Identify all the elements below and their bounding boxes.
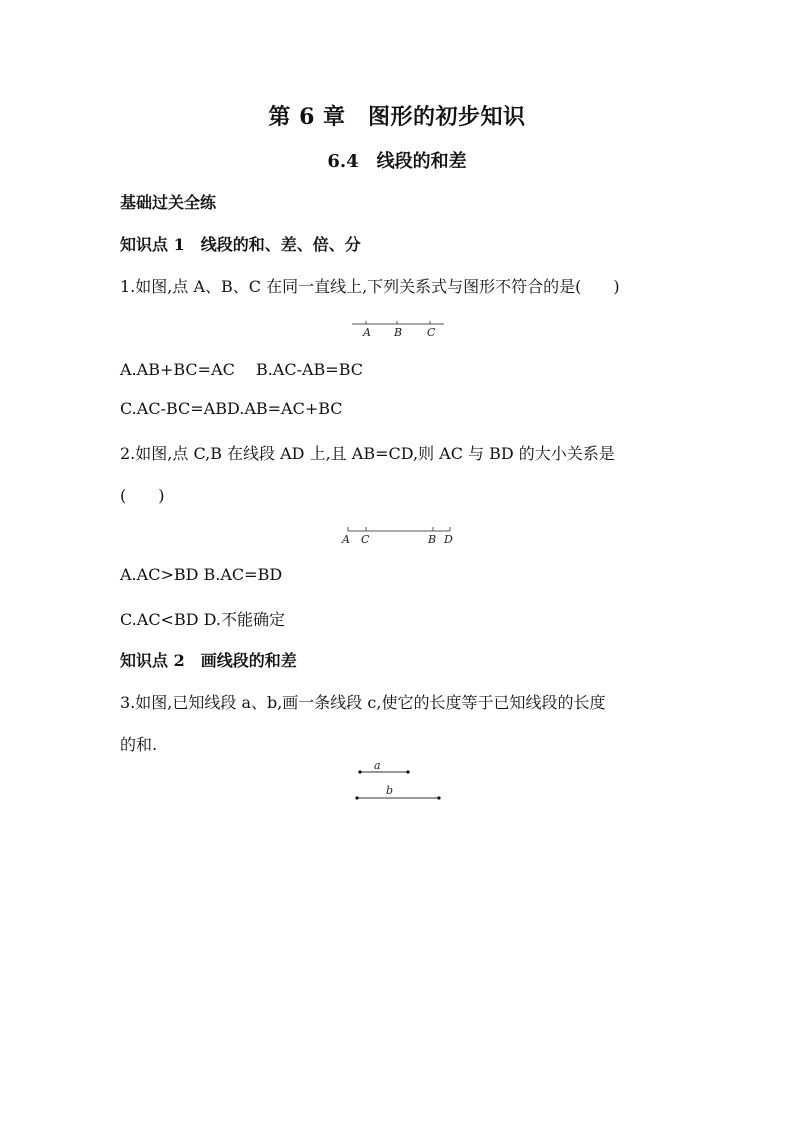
point-label-d: D: [444, 533, 453, 546]
practice-heading: 基础过关全练: [120, 193, 217, 212]
point-label-b: B: [394, 326, 403, 339]
question-1-figure: [348, 314, 448, 340]
question-3-figure: [350, 758, 450, 806]
point-label-a: A: [363, 326, 371, 339]
point-label-a: A: [342, 533, 350, 546]
question-3-stem: 3.如图,已知线段 a、b,画一条线段 c,使它的长度等于已知线段的长度: [120, 693, 606, 712]
knowledge-point-2-heading: 知识点 2 画线段的和差: [120, 651, 297, 670]
question-2-figure: [338, 520, 458, 548]
point-label-b: B: [428, 533, 437, 546]
segment-a-end: [406, 770, 409, 773]
point-label-c: C: [427, 326, 436, 339]
segment-a-start: [358, 770, 361, 773]
question-2-stem: 2.如图,点 C,B 在线段 AD 上,且 AB=CD,则 AC 与 BD 的大小关系是: [120, 444, 615, 463]
section-title: 6.4 线段的和差: [327, 151, 467, 172]
question-2-stem-continued: ( ): [120, 486, 165, 505]
chapter-title: 第 6 章 图形的初步知识: [268, 104, 526, 130]
question-3-stem-continued: 的和.: [120, 735, 158, 754]
segment-b-end: [437, 796, 440, 799]
knowledge-point-1-heading: 知识点 1 线段的和、差、倍、分: [120, 235, 361, 254]
question-1-options-cd: C.AC-BC=ABD.AB=AC+BC: [120, 399, 343, 418]
question-1-options-ab: A.AB+BC=AC B.AC-AB=BC: [120, 360, 364, 379]
segment-label-b: b: [386, 784, 394, 797]
question-2-options-ab: A.AC>BD B.AC=BD: [120, 565, 283, 584]
question-2-options-cd: C.AC<BD D.不能确定: [120, 610, 285, 629]
segment-b-start: [355, 796, 358, 799]
segment-label-a: a: [374, 759, 381, 772]
point-label-c: C: [361, 533, 370, 546]
question-1-stem: 1.如图,点 A、B、C 在同一直线上,下列关系式与图形不符合的是( ): [120, 277, 620, 296]
